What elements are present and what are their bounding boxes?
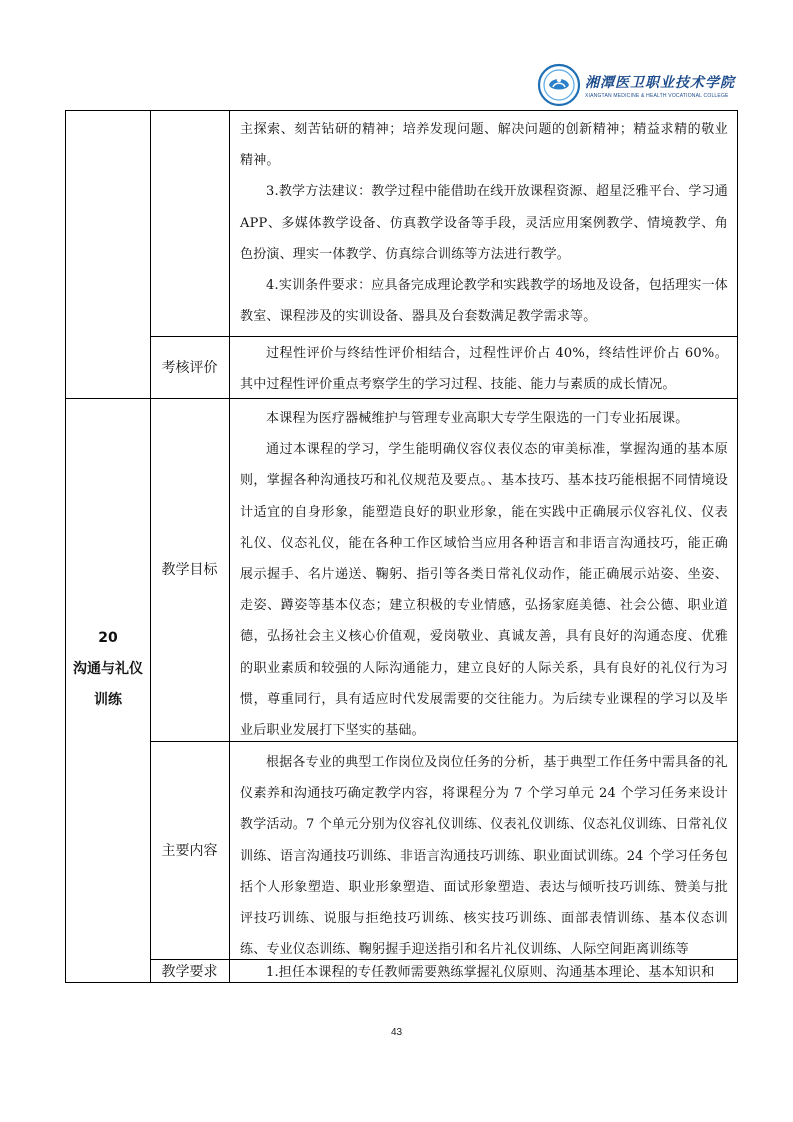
college-name-en: XIANGTAN MEDICINE & HEALTH VOCATIONAL COLLEGE [585,92,729,99]
course-name-line2: 训练 [94,692,122,708]
course-table [65,110,738,983]
course-name-line1: 沟通与礼仪 [73,661,143,677]
content-text: 根据各专业的典型工作岗位及岗位任务的分析，基于典型工作任务中需具备的礼仪素养和沟通技巧确定教学内容，将课程分为 7 个学习单元 24 个学习任务来设计教学活动。7 个单元分别为仪容礼仪训练、仪表礼仪训练、仪态礼仪训练、日常礼仪训练、语言沟通技巧训练、非语言沟通技巧训练、职业面试训练。24 个学习任务包括个人形象塑造、职业形象塑造、面试形象塑造、表达与倾听技巧训练、赞美与批评技巧训练、说服与拒绝技巧训练、核实技巧训练、面部表情训练、基本仪态训练、专业仪态训练、鞠躬握手迎送指引和名片礼仪训练、人际空间距离训练等 [240,755,729,958]
course-number: 20 [98,630,118,646]
course-title-cell [66,399,150,983]
req-paragraph-1: 主探索、刻苦钻研的精神；培养发现问题、解决问题的创新精神；精益求精的敬业精神。 [240,122,728,169]
content-text-cell [240,747,728,965]
goal-paragraph-2: 通过本课程的学习，学生能明确仪容仪表仪态的审美标准，掌握沟通的基本原则，掌握各种沟通技巧和礼仪规范及要点。、基本技巧、基本技巧能根据不同情境设计适宜的自身形象，能塑造良好的职业形象，能在实践中正确展示仪容礼仪、仪表礼仪、仪态礼仪，能在各种工作区域恰当应用各种语言和非语言沟通技巧，能正确展示握手、名片递送、鞠躬、指引等各类日常礼仪动作，能正确展示站姿、坐姿、走姿、蹲姿等基本仪态；建立积极的专业情感，弘扬家庭美德、社会公德、职业道德，弘扬社会主义核心价值观，爱岗敬业、真诚友善，具有良好的沟通态度、优雅的职业素质和较强的人际沟通能力，建立良好的人际关系，具有良好的礼仪行为习惯，尊重同行，具有适应时代发展需要的交往能力。为后续专业课程的学习以及毕业后职业发展打下坚实的基础。 [240,442,728,739]
req-text: 1.担任本课程的专任教师需要熟练掌握礼仪原则、沟通基本理论、基本知识和 [266,965,715,980]
college-emblem-icon [537,63,581,107]
goal-text-cell [240,403,728,746]
req-paragraph-4: 4.实训条件要求：应具备完成理论教学和实践教学的场地及设备，包括理实一体教室、课程涉及的实训设备、器具及台套数满足教学需求等。 [240,278,728,325]
req-text-cell [240,957,728,983]
eval-text: 过程性评价与终结性评价相结合，过程性评价占 40%，终结性评价占 60%。其中过程性评价重点考察学生的学习过程、技能、能力与素质的成长情况。 [240,346,728,393]
goal-paragraph-1: 本课程为医疗器械维护与管理专业高职大专学生限选的一门专业拓展课。 [266,411,689,426]
goal-label: 教学目标 [161,562,218,578]
college-name-cn: 湘潭医卫职业技术学院 [585,74,735,91]
req-paragraph-3: 3.教学方法建议：教学过程中能借助在线开放课程资源、超星泛雅平台、学习通 APP、多媒体教学设备、仿真教学设备等手段，灵活应用案例教学、情境教学、角色扮演、理实一体教学、仿真综合训练等方法进行教学。 [240,184,728,262]
eval-text-cell [240,338,728,400]
req-label: 教学要求 [161,963,218,980]
page-number: 43 [390,1027,403,1038]
college-logo [537,62,737,108]
content-label: 主要内容 [161,842,218,859]
teaching-requirements-continued [240,114,728,332]
row-divider-eval [150,336,738,337]
col-divider-2 [229,111,230,983]
eval-label: 考核评价 [161,359,218,376]
